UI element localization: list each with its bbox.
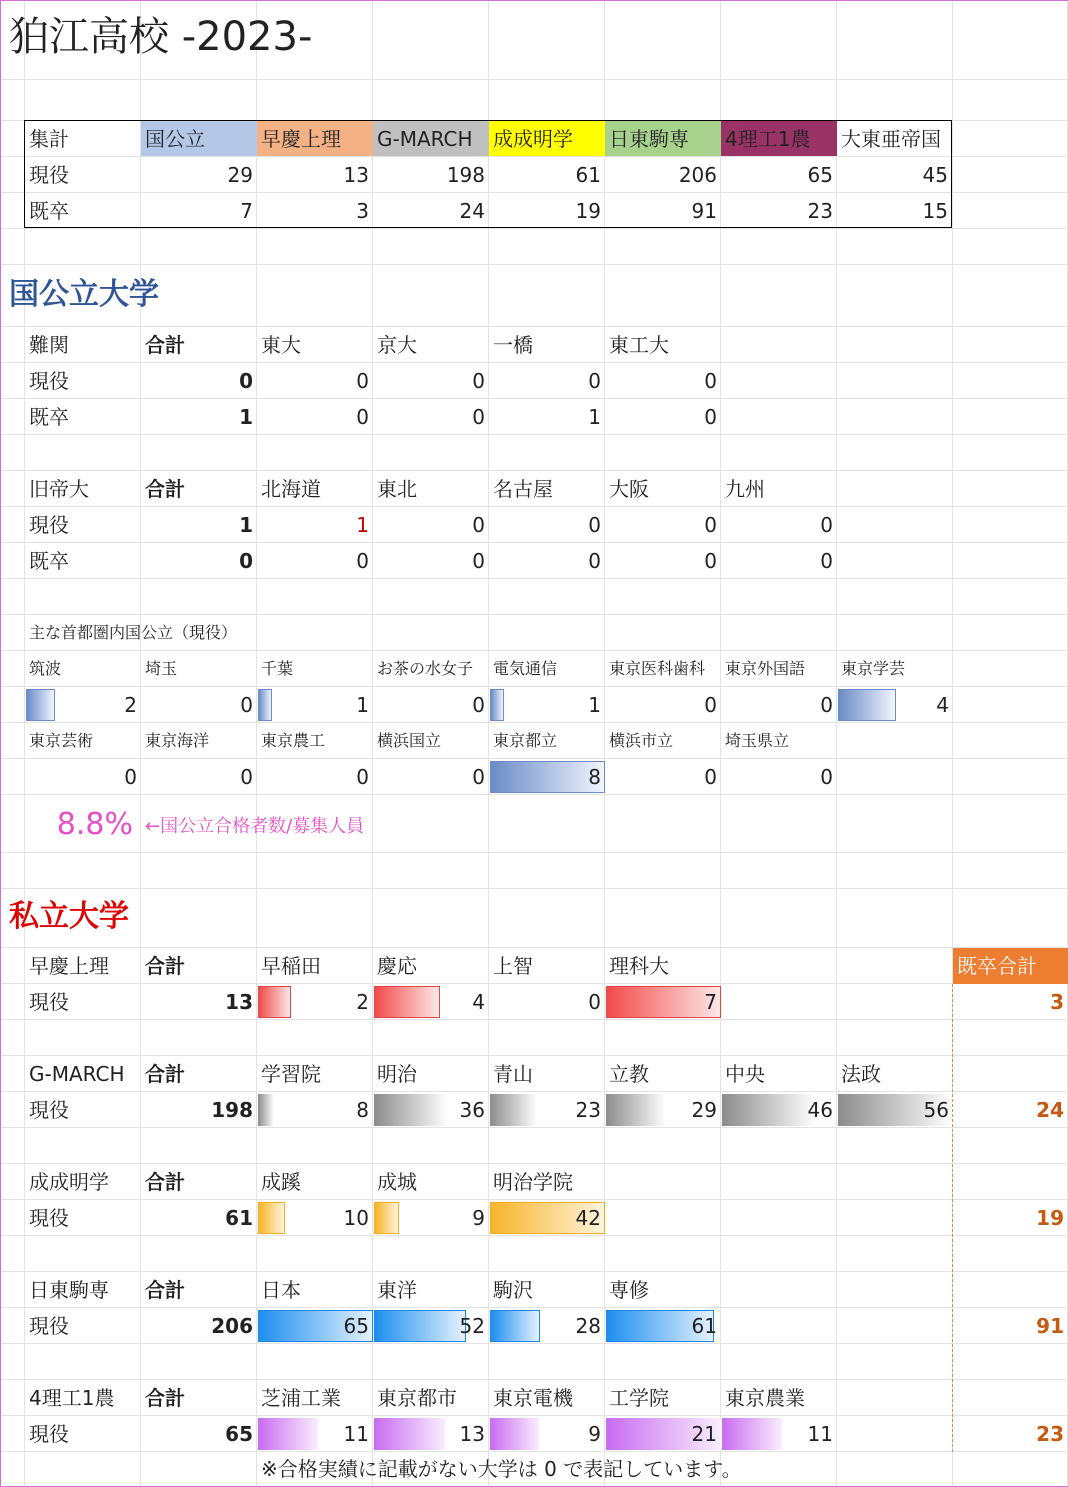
difficult-value: 1 <box>588 405 601 429</box>
imperial-value: 0 <box>588 513 601 537</box>
private-value: 0 <box>588 990 601 1014</box>
metro-value: 0 <box>472 693 485 717</box>
difficult-school: 京大 <box>377 333 417 357</box>
graduate-total-value: 19 <box>1036 1206 1064 1230</box>
private-school: 日本 <box>261 1278 301 1302</box>
private-group-label: 日東駒専 <box>29 1278 109 1302</box>
private-school: 駒沢 <box>493 1278 533 1302</box>
metro-school: 東京都立 <box>493 731 558 750</box>
difficult-school: 東工大 <box>609 333 669 357</box>
difficult-school: 東大 <box>261 333 301 357</box>
summary-row-label: 現役 <box>29 163 69 187</box>
metro-school: お茶の水女子 <box>377 659 474 678</box>
private-school: 上智 <box>493 954 533 978</box>
private-total-label: 合計 <box>145 1278 185 1302</box>
private-school: 工学院 <box>609 1386 669 1410</box>
private-value: 10 <box>343 1206 369 1230</box>
summary-category-label: 日東駒専 <box>609 127 689 151</box>
metro-school: 横浜国立 <box>377 731 442 750</box>
summary-value: 45 <box>922 163 948 187</box>
private-value: 28 <box>575 1314 601 1338</box>
private-value: 23 <box>575 1098 601 1122</box>
imperial-value: 0 <box>588 549 601 573</box>
private-value: 11 <box>807 1422 833 1446</box>
difficult-value: 0 <box>356 369 369 393</box>
imperial-value: 0 <box>472 549 485 573</box>
metro-value: 1 <box>588 693 601 717</box>
summary-value: 23 <box>807 199 833 223</box>
ratio-note: ←国公立合格者数/募集人員 <box>145 816 365 837</box>
private-school: 東洋 <box>377 1278 417 1302</box>
private-value: 65 <box>343 1314 369 1338</box>
private-value: 11 <box>343 1422 369 1446</box>
difficult-value: 0 <box>356 405 369 429</box>
private-school: 慶応 <box>377 954 417 978</box>
graduate-total-value: 3 <box>1050 990 1064 1014</box>
difficult-value: 0 <box>704 405 717 429</box>
metro-caption: 主な首都圏内国公立（現役） <box>29 623 238 642</box>
summary-row-label: 既卒 <box>29 199 69 223</box>
private-school: 東京都市 <box>377 1386 457 1410</box>
summary-value: 7 <box>240 199 253 223</box>
private-row-label: 現役 <box>29 990 69 1014</box>
summary-value: 24 <box>459 199 485 223</box>
difficult-label: 難関 <box>29 333 69 357</box>
private-value: 42 <box>575 1206 601 1230</box>
imperial-row-label: 既卒 <box>29 549 69 573</box>
imperial-label: 旧帝大 <box>29 477 89 501</box>
private-value: 56 <box>923 1098 949 1122</box>
private-school: 学習院 <box>261 1062 321 1086</box>
private-school: 理科大 <box>609 954 669 978</box>
graduate-total-value: 91 <box>1036 1314 1064 1338</box>
metro-value: 1 <box>356 693 369 717</box>
imperial-row-total: 0 <box>239 549 253 573</box>
summary-value: 19 <box>575 199 601 223</box>
page-title: 狛江高校 -2023- <box>9 14 313 60</box>
metro-value: 0 <box>124 765 137 789</box>
private-row-label: 現役 <box>29 1314 69 1338</box>
private-total-label: 合計 <box>145 954 185 978</box>
private-row-total: 65 <box>225 1422 253 1446</box>
private-school: 東京電機 <box>493 1386 573 1410</box>
imperial-school: 九州 <box>725 477 765 501</box>
summary-value: 206 <box>678 163 717 187</box>
imperial-school: 名古屋 <box>493 477 553 501</box>
private-school: 芝浦工業 <box>261 1386 341 1410</box>
private-value: 8 <box>356 1098 369 1122</box>
private-row-total: 198 <box>211 1098 253 1122</box>
summary-category-label: 4理工1農 <box>725 127 811 151</box>
difficult-school: 一橋 <box>493 333 533 357</box>
private-group-label: 4理工1農 <box>29 1386 115 1410</box>
imperial-value: 0 <box>356 549 369 573</box>
private-value: 46 <box>807 1098 833 1122</box>
imperial-total-label: 合計 <box>145 477 185 501</box>
metro-school: 埼玉 <box>145 659 178 678</box>
difficult-row-total: 0 <box>239 369 253 393</box>
metro-value: 2 <box>124 693 137 717</box>
private-value: 7 <box>704 990 717 1014</box>
private-value: 61 <box>691 1314 717 1338</box>
national-heading: 国公立大学 <box>9 277 159 312</box>
metro-value: 0 <box>356 765 369 789</box>
metro-value: 0 <box>704 765 717 789</box>
private-school: 立教 <box>609 1062 649 1086</box>
private-school: 法政 <box>841 1062 881 1086</box>
grid-row-line <box>1 79 1067 80</box>
private-value: 36 <box>459 1098 485 1122</box>
imperial-value: 0 <box>820 513 833 537</box>
metro-value: 0 <box>472 765 485 789</box>
metro-value: 0 <box>820 765 833 789</box>
metro-value: 4 <box>936 693 949 717</box>
private-value: 9 <box>472 1206 485 1230</box>
private-value: 52 <box>459 1314 485 1338</box>
metro-school: 横浜市立 <box>609 731 674 750</box>
private-school: 青山 <box>493 1062 533 1086</box>
graduate-total-value: 24 <box>1036 1098 1064 1122</box>
private-school: 成蹊 <box>261 1170 301 1194</box>
imperial-value: 0 <box>704 549 717 573</box>
imperial-school: 東北 <box>377 477 417 501</box>
summary-value: 3 <box>356 199 369 223</box>
footnote: ※合格実績に記載がない大学は 0 で表記しています。 <box>261 1457 742 1481</box>
private-value: 4 <box>472 990 485 1014</box>
summary-value: 65 <box>807 163 833 187</box>
difficult-row-label: 既卒 <box>29 405 69 429</box>
ratio-value: 8.8% <box>56 807 133 842</box>
difficult-value: 0 <box>472 405 485 429</box>
private-total-label: 合計 <box>145 1062 185 1086</box>
metro-value: 0 <box>240 765 253 789</box>
metro-value: 0 <box>704 693 717 717</box>
difficult-row-total: 1 <box>239 405 253 429</box>
metro-school: 東京医科歯科 <box>609 659 706 678</box>
private-school: 明治 <box>377 1062 417 1086</box>
graduate-total-label: 既卒合計 <box>953 948 1068 984</box>
difficult-value: 0 <box>704 369 717 393</box>
imperial-value: 0 <box>472 513 485 537</box>
private-school: 成城 <box>377 1170 417 1194</box>
summary-value: 91 <box>691 199 717 223</box>
private-school: 明治学院 <box>493 1170 573 1194</box>
private-value: 2 <box>356 990 369 1014</box>
difficult-value: 0 <box>588 369 601 393</box>
summary-header-label: 集計 <box>29 127 69 151</box>
private-school: 早稲田 <box>261 954 321 978</box>
metro-value: 0 <box>820 693 833 717</box>
private-row-label: 現役 <box>29 1098 69 1122</box>
metro-school: 電気通信 <box>493 659 558 678</box>
metro-school: 東京農工 <box>261 731 326 750</box>
imperial-row-total: 1 <box>239 513 253 537</box>
imperial-value: 1 <box>356 513 369 537</box>
summary-category-label: 早慶上理 <box>261 127 341 151</box>
private-row-total: 61 <box>225 1206 253 1230</box>
summary-category-label: 大東亜帝国 <box>841 127 941 151</box>
private-row-label: 現役 <box>29 1206 69 1230</box>
grid-row-line <box>1 888 1067 889</box>
difficult-total-label: 合計 <box>145 333 185 357</box>
private-row-total: 13 <box>225 990 253 1014</box>
summary-value: 198 <box>446 163 485 187</box>
private-heading: 私立大学 <box>9 899 129 934</box>
metro-school: 筑波 <box>29 659 62 678</box>
summary-value: 29 <box>227 163 253 187</box>
metro-value: 0 <box>240 693 253 717</box>
difficult-value: 0 <box>472 369 485 393</box>
imperial-value: 0 <box>704 513 717 537</box>
private-value: 21 <box>691 1422 717 1446</box>
private-row-label: 現役 <box>29 1422 69 1446</box>
private-value: 13 <box>459 1422 485 1446</box>
private-total-label: 合計 <box>145 1170 185 1194</box>
graduate-divider <box>952 984 953 1452</box>
private-group-label: G-MARCH <box>29 1062 125 1086</box>
private-total-label: 合計 <box>145 1386 185 1410</box>
imperial-school: 北海道 <box>261 477 321 501</box>
imperial-school: 大阪 <box>609 477 649 501</box>
summary-value: 15 <box>922 199 948 223</box>
imperial-value: 0 <box>820 549 833 573</box>
grid-row-line <box>1 852 1067 853</box>
private-group-label: 成成明学 <box>29 1170 109 1194</box>
metro-school: 埼玉県立 <box>725 731 790 750</box>
summary-category-label: 国公立 <box>145 127 205 151</box>
metro-school: 東京外国語 <box>725 659 806 678</box>
metro-school: 東京海洋 <box>145 731 210 750</box>
summary-category-label: 成成明学 <box>493 127 573 151</box>
private-school: 中央 <box>725 1062 765 1086</box>
metro-value: 8 <box>588 765 601 789</box>
summary-value: 13 <box>343 163 369 187</box>
imperial-row-label: 現役 <box>29 513 69 537</box>
summary-value: 61 <box>575 163 601 187</box>
metro-school: 東京芸術 <box>29 731 94 750</box>
grid-row-line <box>1 264 1067 265</box>
metro-school: 東京学芸 <box>841 659 906 678</box>
difficult-row-label: 現役 <box>29 369 69 393</box>
private-value: 9 <box>588 1422 601 1446</box>
private-value: 29 <box>691 1098 717 1122</box>
graduate-total-value: 23 <box>1036 1422 1064 1446</box>
private-row-total: 206 <box>211 1314 253 1338</box>
private-group-label: 早慶上理 <box>29 954 109 978</box>
private-school: 東京農業 <box>725 1386 805 1410</box>
metro-school: 千葉 <box>261 659 294 678</box>
private-school: 専修 <box>609 1278 649 1302</box>
summary-category-label: G-MARCH <box>377 127 473 151</box>
